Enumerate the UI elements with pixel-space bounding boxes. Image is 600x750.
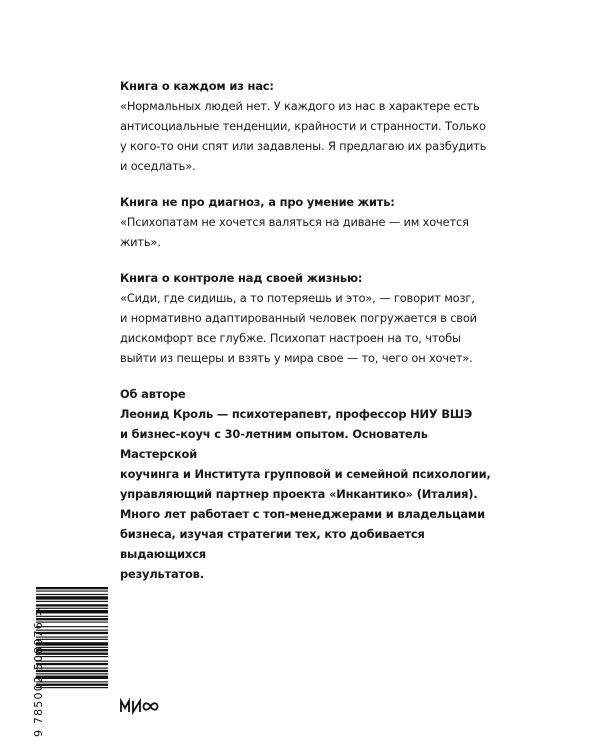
author-line: и бизнес-коуч с 30-летним опытом. Основатель Мастерской	[120, 427, 428, 461]
back-cover-text	[120, 76, 500, 600]
author-line: Леонид Кроль — психотерапевт, профессор НИУ ВШЭ	[120, 407, 473, 421]
quote-line: дискомфорт все глубже. Психопат настроен на то, чтобы	[120, 331, 461, 345]
section-about-author	[120, 384, 500, 584]
author-line: Много лет работает с топ-менеджерами и владельцами	[120, 507, 485, 521]
author-heading: Об авторе	[120, 387, 186, 401]
quote-line: у кого-то они спят или задавлены. Я предлагаю их разбудить	[120, 139, 487, 153]
quote-line: «Сиди, где сидишь, а то потеряешь и это», — говорит мозг,	[120, 291, 475, 305]
section-heading: Книга о контроле над своей жизнью:	[120, 271, 363, 285]
section-about-everyone	[120, 76, 500, 176]
quote-line: жить».	[120, 235, 161, 249]
author-line: управляющий партнер проекта «Инкантико» (Италия).	[120, 487, 478, 501]
quote-line: и оседлать».	[120, 159, 196, 173]
author-line: результатов.	[120, 567, 204, 581]
publisher-logo	[120, 696, 160, 716]
publisher-logo-mark	[120, 696, 160, 716]
section-heading: Книга не про диагноз, а про умение жить:	[120, 195, 395, 209]
quote-line: и нормативно адаптированный человек погружается в свой	[120, 311, 477, 325]
author-line: бизнеса, изучая стратегии тех, кто добивается выдающихся	[120, 527, 425, 561]
isbn-digits: 9 785002 508976 >	[32, 605, 45, 737]
section-control	[120, 268, 500, 368]
section-heading: Книга о каждом из нас:	[120, 79, 274, 93]
quote-line: антисоциальные тенденции, крайности и странности. Только	[120, 119, 486, 133]
quote-line: «Психопатам не хочется валяться на диване — им хочется	[120, 215, 469, 229]
author-line: коучинга и Института групповой и семейной психологии,	[120, 467, 491, 481]
isbn-barcode	[18, 585, 110, 737]
quote-line: выйти из пещеры и взять у мира свое — то, чего он хочет».	[120, 351, 473, 365]
section-not-diagnosis	[120, 192, 500, 252]
quote-line: «Нормальных людей нет. У каждого из нас в характере есть	[120, 99, 480, 113]
